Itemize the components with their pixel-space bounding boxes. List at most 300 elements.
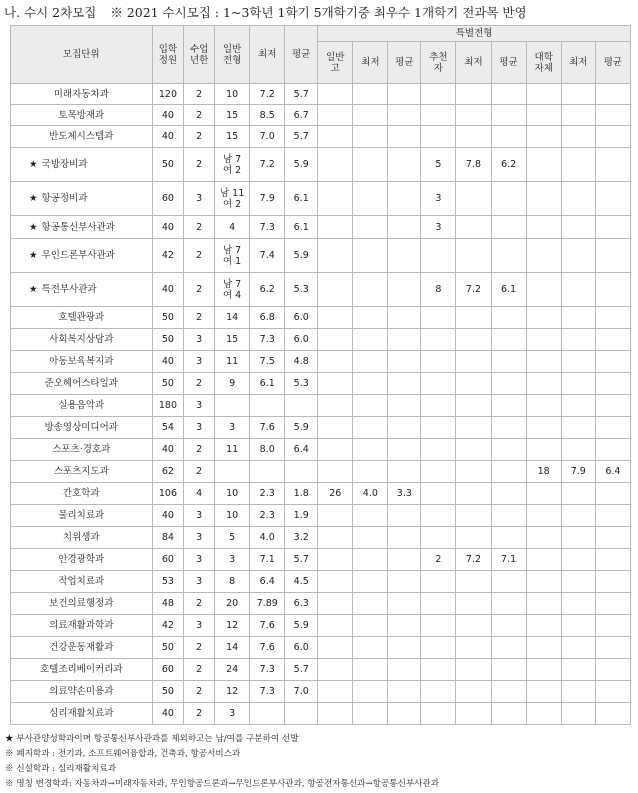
special-cell <box>491 239 526 273</box>
special-cell <box>388 182 421 216</box>
avg-cell: 6.1 <box>285 182 318 216</box>
header-avg: 평균 <box>285 26 318 84</box>
quota-cell: 40 <box>152 703 184 725</box>
avg-cell <box>285 703 318 725</box>
special-cell <box>388 439 421 461</box>
special-cell <box>456 637 491 659</box>
dept-name <box>11 439 153 461</box>
general-cell: 12 <box>215 615 250 637</box>
special-cell <box>526 593 561 615</box>
avg-cell: 3.2 <box>285 527 318 549</box>
special-cell <box>318 681 353 703</box>
special-cell <box>353 439 388 461</box>
special-cell <box>421 571 456 593</box>
star-icon: ★ <box>29 159 38 170</box>
quota-cell: 40 <box>152 505 184 527</box>
special-cell <box>456 483 491 505</box>
quota-cell: 60 <box>152 659 184 681</box>
subheader-cell: 평균 <box>388 42 421 84</box>
dept-label: 작업치료과 <box>58 576 105 587</box>
min-cell: 7.2 <box>250 148 285 182</box>
general-cell: 20 <box>215 593 250 615</box>
quota-cell: 62 <box>152 461 184 483</box>
special-cell <box>353 505 388 527</box>
special-cell <box>353 148 388 182</box>
subheader-cell: 평균 <box>491 42 526 84</box>
special-cell <box>353 351 388 373</box>
general-cell: 남 7 여 1 <box>215 239 250 273</box>
special-cell <box>491 483 526 505</box>
min-cell: 6.1 <box>250 373 285 395</box>
min-cell: 7.1 <box>250 549 285 571</box>
special-cell <box>526 351 561 373</box>
special-cell <box>595 439 630 461</box>
avg-cell: 5.7 <box>285 126 318 148</box>
general-cell: 15 <box>215 126 250 148</box>
special-cell <box>318 615 353 637</box>
special-cell <box>456 461 491 483</box>
table-row <box>11 637 631 659</box>
min-cell: 6.4 <box>250 571 285 593</box>
special-cell <box>421 703 456 725</box>
years-cell: 3 <box>184 351 215 373</box>
table-row <box>11 273 631 307</box>
special-cell <box>353 417 388 439</box>
header-general: 일반 전형 <box>215 26 250 84</box>
special-cell <box>353 395 388 417</box>
special-cell <box>561 182 595 216</box>
general-cell: 15 <box>215 105 250 126</box>
general-cell: 4 <box>215 216 250 239</box>
special-cell <box>318 439 353 461</box>
dept-name <box>11 571 153 593</box>
special-cell <box>388 659 421 681</box>
special-cell <box>353 105 388 126</box>
special-cell <box>491 505 526 527</box>
dept-name <box>11 84 153 105</box>
special-cell <box>456 571 491 593</box>
years-cell: 2 <box>184 239 215 273</box>
years-cell: 2 <box>184 681 215 703</box>
table-row <box>11 703 631 725</box>
dept-name <box>11 307 153 329</box>
special-cell: 7.8 <box>456 148 491 182</box>
dept-label: 아동보육복지과 <box>49 356 114 367</box>
quota-cell: 40 <box>152 351 184 373</box>
special-cell <box>318 549 353 571</box>
dept-name <box>11 417 153 439</box>
table-row <box>11 593 631 615</box>
avg-cell: 5.9 <box>285 239 318 273</box>
general-cell: 남 7 여 2 <box>215 148 250 182</box>
special-cell <box>456 216 491 239</box>
special-cell <box>561 273 595 307</box>
general-cell: 3 <box>215 417 250 439</box>
special-cell <box>456 527 491 549</box>
dept-name <box>11 273 153 307</box>
general-cell: 9 <box>215 373 250 395</box>
general-cell: 3 <box>215 703 250 725</box>
years-cell: 2 <box>184 593 215 615</box>
special-cell <box>526 659 561 681</box>
table-row <box>11 216 631 239</box>
star-icon: ★ <box>29 221 38 233</box>
special-cell <box>318 148 353 182</box>
avg-cell: 5.3 <box>285 273 318 307</box>
special-cell <box>456 681 491 703</box>
special-cell <box>526 126 561 148</box>
special-cell <box>526 483 561 505</box>
general-cell: 3 <box>215 549 250 571</box>
dept-name <box>11 216 153 239</box>
special-cell <box>318 239 353 273</box>
general-cell: 24 <box>215 659 250 681</box>
dept-name <box>11 395 153 417</box>
special-cell <box>526 703 561 725</box>
min-cell: 8.5 <box>250 105 285 126</box>
special-cell <box>561 637 595 659</box>
special-cell <box>353 615 388 637</box>
min-cell: 6.8 <box>250 307 285 329</box>
dept-name <box>11 505 153 527</box>
special-cell <box>353 373 388 395</box>
min-cell: 2.3 <box>250 483 285 505</box>
years-cell: 2 <box>184 148 215 182</box>
quota-cell: 48 <box>152 593 184 615</box>
dept-label: 보건의료행정과 <box>49 598 114 609</box>
special-cell: 3 <box>421 182 456 216</box>
special-cell <box>491 593 526 615</box>
special-cell <box>595 148 630 182</box>
special-cell <box>491 395 526 417</box>
dept-name <box>11 126 153 148</box>
min-cell <box>250 395 285 417</box>
dept-name <box>11 659 153 681</box>
special-cell <box>561 527 595 549</box>
special-cell <box>421 637 456 659</box>
special-cell <box>526 216 561 239</box>
special-cell <box>353 681 388 703</box>
dept-label: 물리치료과 <box>58 510 105 521</box>
footnote: ※ 폐지학과 : 전기과, 소프트웨어융합과, 건축과, 항공서비스과 <box>5 749 241 759</box>
dept-label: 호텔관광과 <box>58 312 105 323</box>
dept-label: 의료약손미용과 <box>49 686 114 697</box>
special-cell <box>526 549 561 571</box>
avg-cell <box>285 461 318 483</box>
special-cell <box>456 351 491 373</box>
min-cell: 7.3 <box>250 216 285 239</box>
years-cell: 2 <box>184 703 215 725</box>
special-cell <box>561 373 595 395</box>
quota-cell: 50 <box>152 307 184 329</box>
special-cell <box>595 527 630 549</box>
special-cell <box>491 439 526 461</box>
avg-cell: 4.8 <box>285 351 318 373</box>
special-cell <box>456 505 491 527</box>
dept-label: 스포츠·경호과 <box>52 444 111 455</box>
special-cell <box>526 239 561 273</box>
dept-name <box>11 351 153 373</box>
avg-cell <box>285 395 318 417</box>
special-cell: 4.0 <box>353 483 388 505</box>
dept-name <box>11 681 153 703</box>
special-cell <box>561 395 595 417</box>
special-cell <box>491 659 526 681</box>
dept-name <box>11 483 153 505</box>
avg-cell: 6.4 <box>285 439 318 461</box>
special-cell <box>318 84 353 105</box>
quota-cell: 50 <box>152 373 184 395</box>
min-cell: 7.4 <box>250 239 285 273</box>
subheader-cell: 평균 <box>595 42 630 84</box>
special-cell <box>561 681 595 703</box>
special-cell <box>388 216 421 239</box>
special-cell <box>456 126 491 148</box>
dept-label: 사회복지상담과 <box>49 334 114 345</box>
special-cell <box>595 549 630 571</box>
table-row <box>11 84 631 105</box>
special-cell: 7.2 <box>456 273 491 307</box>
dept-name <box>11 329 153 351</box>
min-cell: 4.0 <box>250 527 285 549</box>
special-cell <box>491 615 526 637</box>
general-cell: 10 <box>215 483 250 505</box>
table-row <box>11 659 631 681</box>
avg-cell: 5.7 <box>285 549 318 571</box>
special-cell <box>595 126 630 148</box>
special-cell: 18 <box>526 461 561 483</box>
special-cell: 6.2 <box>491 148 526 182</box>
table-row <box>11 461 631 483</box>
subheader-cell: 최저 <box>561 42 595 84</box>
min-cell: 7.6 <box>250 637 285 659</box>
dept-label: 실용음악과 <box>58 400 105 411</box>
min-cell: 7.5 <box>250 351 285 373</box>
table-row <box>11 126 631 148</box>
special-cell <box>526 637 561 659</box>
dept-label: 미래자동차과 <box>53 88 109 100</box>
special-cell <box>595 351 630 373</box>
min-cell: 6.2 <box>250 273 285 307</box>
special-cell <box>561 84 595 105</box>
table-row <box>11 615 631 637</box>
special-cell <box>526 505 561 527</box>
special-cell <box>318 593 353 615</box>
footnotes <box>5 732 635 792</box>
special-cell <box>388 273 421 307</box>
dept-label: 치위생과 <box>62 532 100 543</box>
special-cell <box>353 307 388 329</box>
footnote: ※ 명칭 변경학과: 자동차과→미래자동차과, 무인항공드론과→무인드론부사관과, 항공전자통신과→항공통신부사관과 <box>5 779 440 789</box>
dept-label: 국방장비과 <box>41 159 88 170</box>
table-row <box>11 351 631 373</box>
general-cell: 남 11 여 2 <box>215 182 250 216</box>
special-cell <box>421 439 456 461</box>
special-cell <box>595 182 630 216</box>
general-cell: 남 7 여 4 <box>215 273 250 307</box>
special-cell <box>595 329 630 351</box>
subheader-cell: 일반 고 <box>318 42 353 84</box>
special-cell <box>561 239 595 273</box>
special-cell <box>421 681 456 703</box>
min-cell: 7.89 <box>250 593 285 615</box>
special-cell <box>491 84 526 105</box>
special-cell <box>561 615 595 637</box>
min-cell <box>250 461 285 483</box>
special-cell <box>421 395 456 417</box>
min-cell: 7.6 <box>250 615 285 637</box>
table-row <box>11 182 631 216</box>
dept-label: 스포츠지도과 <box>53 466 109 477</box>
header-special: 특별전형 <box>318 26 631 42</box>
special-cell <box>318 637 353 659</box>
special-cell <box>561 148 595 182</box>
table-row <box>11 239 631 273</box>
special-cell <box>421 84 456 105</box>
special-cell <box>526 329 561 351</box>
special-cell <box>491 571 526 593</box>
special-cell <box>353 571 388 593</box>
min-cell: 7.3 <box>250 681 285 703</box>
avg-cell: 6.3 <box>285 593 318 615</box>
general-cell: 14 <box>215 307 250 329</box>
special-cell <box>526 273 561 307</box>
special-cell <box>353 329 388 351</box>
avg-cell: 4.5 <box>285 571 318 593</box>
table-row <box>11 439 631 461</box>
special-cell <box>456 182 491 216</box>
special-cell <box>353 659 388 681</box>
special-cell <box>595 216 630 239</box>
dept-label: 항공통신부사관과 <box>41 221 115 233</box>
dept-label: 토목방재과 <box>58 109 105 121</box>
special-cell: 5 <box>421 148 456 182</box>
special-cell <box>526 84 561 105</box>
special-cell <box>561 593 595 615</box>
special-cell: 6.4 <box>595 461 630 483</box>
special-cell <box>561 307 595 329</box>
special-cell <box>353 216 388 239</box>
special-cell <box>388 593 421 615</box>
star-icon: ★ <box>29 193 38 204</box>
subheader-cell: 최저 <box>353 42 388 84</box>
special-cell <box>456 239 491 273</box>
dept-name <box>11 637 153 659</box>
special-cell <box>595 703 630 725</box>
table-row <box>11 505 631 527</box>
general-cell: 11 <box>215 351 250 373</box>
special-cell <box>526 681 561 703</box>
special-cell <box>561 549 595 571</box>
years-cell: 2 <box>184 373 215 395</box>
min-cell: 7.9 <box>250 182 285 216</box>
table-row <box>11 148 631 182</box>
special-cell <box>388 329 421 351</box>
min-cell: 7.6 <box>250 417 285 439</box>
special-cell <box>456 417 491 439</box>
special-cell <box>491 461 526 483</box>
avg-cell: 6.0 <box>285 637 318 659</box>
avg-cell: 6.0 <box>285 307 318 329</box>
years-cell: 3 <box>184 505 215 527</box>
general-cell: 11 <box>215 439 250 461</box>
special-cell <box>526 527 561 549</box>
quota-cell: 40 <box>152 105 184 126</box>
special-cell <box>526 373 561 395</box>
years-cell: 3 <box>184 615 215 637</box>
quota-cell: 106 <box>152 483 184 505</box>
avg-cell: 7.0 <box>285 681 318 703</box>
min-cell: 8.0 <box>250 439 285 461</box>
special-cell <box>561 105 595 126</box>
special-cell <box>595 105 630 126</box>
general-cell: 10 <box>215 84 250 105</box>
quota-cell: 50 <box>152 329 184 351</box>
special-cell <box>421 593 456 615</box>
special-cell <box>421 483 456 505</box>
avg-cell: 1.8 <box>285 483 318 505</box>
special-cell <box>421 659 456 681</box>
general-cell: 8 <box>215 571 250 593</box>
special-cell: 26 <box>318 483 353 505</box>
special-cell <box>318 703 353 725</box>
special-cell <box>318 126 353 148</box>
table-row <box>11 571 631 593</box>
special-cell <box>318 505 353 527</box>
special-cell <box>526 105 561 126</box>
special-cell <box>491 329 526 351</box>
general-cell: 14 <box>215 637 250 659</box>
special-cell <box>595 373 630 395</box>
special-cell <box>421 239 456 273</box>
special-cell <box>456 395 491 417</box>
special-cell <box>491 527 526 549</box>
special-cell <box>456 703 491 725</box>
special-cell <box>526 615 561 637</box>
subheader-cell: 추천 자 <box>421 42 456 84</box>
special-cell <box>491 216 526 239</box>
quota-cell: 50 <box>152 637 184 659</box>
special-cell <box>353 182 388 216</box>
quota-cell: 180 <box>152 395 184 417</box>
special-cell <box>388 84 421 105</box>
special-cell: 2 <box>421 549 456 571</box>
avg-cell: 5.7 <box>285 84 318 105</box>
quota-cell: 50 <box>152 681 184 703</box>
dept-name <box>11 593 153 615</box>
special-cell <box>388 549 421 571</box>
min-cell: 2.3 <box>250 505 285 527</box>
special-cell <box>421 307 456 329</box>
special-cell <box>388 527 421 549</box>
special-cell <box>561 126 595 148</box>
quota-cell: 40 <box>152 273 184 307</box>
special-cell <box>595 483 630 505</box>
special-cell <box>595 395 630 417</box>
special-cell <box>456 307 491 329</box>
admission-table <box>10 25 631 725</box>
special-cell <box>421 527 456 549</box>
special-cell <box>421 417 456 439</box>
dept-label: 반도체시스템과 <box>49 131 114 142</box>
special-cell <box>318 659 353 681</box>
quota-cell: 40 <box>152 439 184 461</box>
special-cell <box>491 307 526 329</box>
star-icon: ★ <box>29 284 38 295</box>
table-row <box>11 329 631 351</box>
table-row <box>11 681 631 703</box>
general-cell: 15 <box>215 329 250 351</box>
